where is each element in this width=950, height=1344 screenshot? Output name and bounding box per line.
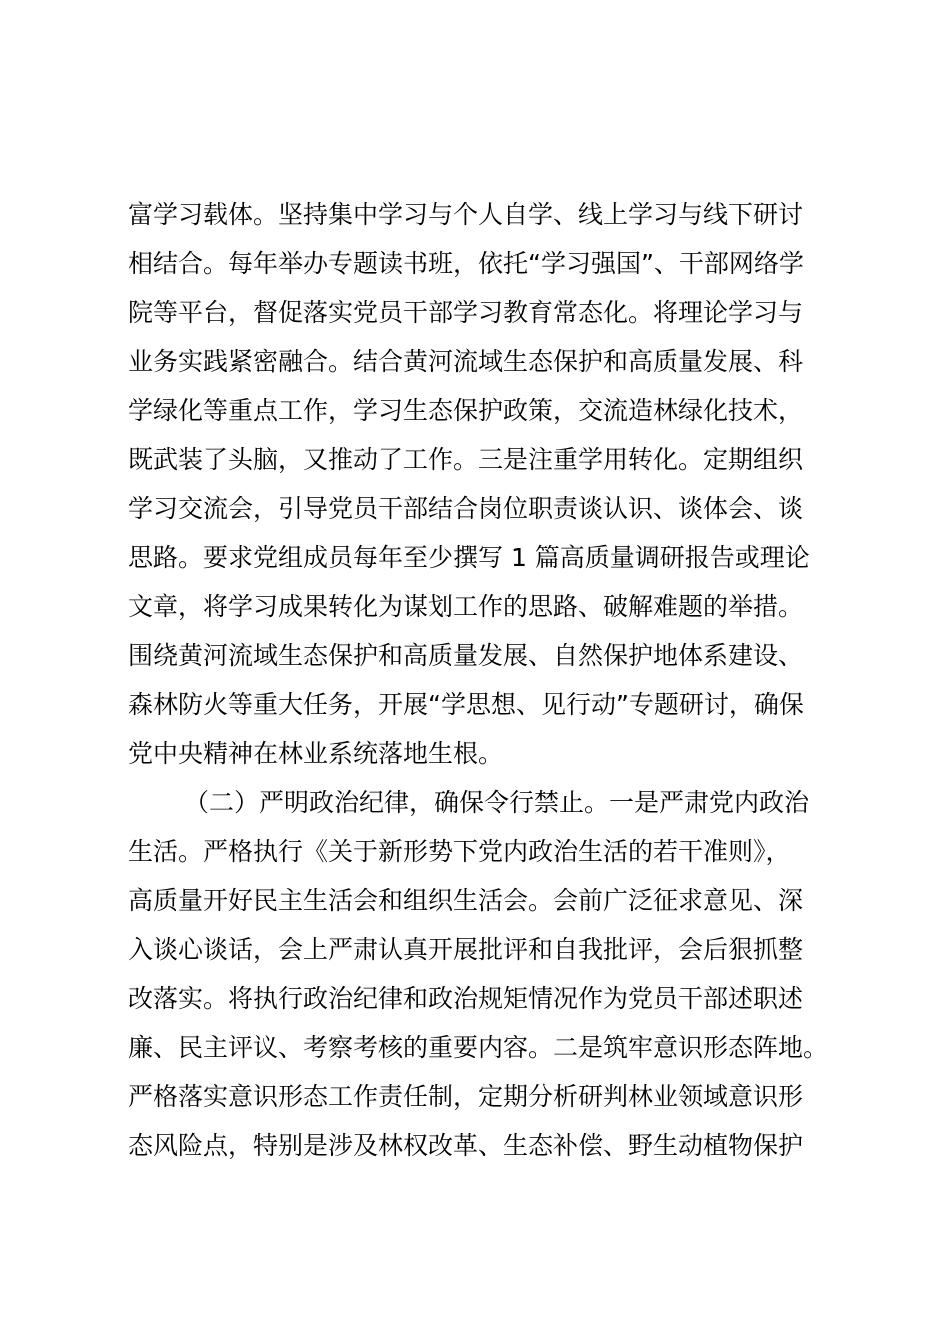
section-heading-line: （二）严明政治纪律，确保令行禁止。一是严肃党内政治: [184, 788, 810, 817]
text-line: 森林防火等重大任务，开展“学思想、见行动”专题研讨，确保: [128, 690, 804, 719]
text-line: 文章，将学习成果转化为谋划工作的思路、破解难题的举措。: [128, 592, 804, 621]
text-line: 严格落实意识形态工作责任制，定期分析研判林业领域意识形: [128, 1082, 804, 1111]
body-text: [128, 190, 848, 1170]
text-line: 相结合。每年举办专题读书班，依托“学习强国”、干部网络学: [128, 249, 804, 278]
text-line: 党中央精神在林业系统落地生根。: [128, 739, 504, 768]
text-line: 学绿化等重点工作，学习生态保护政策，交流造林绿化技术，: [128, 396, 804, 425]
text-line: 廉、民主评议、考察考核的重要内容。二是筑牢意识形态阵地。: [128, 1033, 829, 1062]
text-line: 围绕黄河流域生态保护和高质量发展、自然保护地体系建设、: [128, 641, 804, 670]
text-line: 高质量开好民主生活会和组织生活会。会前广泛征求意见、深: [128, 886, 804, 915]
text-line: 富学习载体。坚持集中学习与个人自学、线上学习与线下研讨: [128, 200, 804, 229]
text-line: 入谈心谈话，会上严肃认真开展批评和自我批评，会后狠抓整: [128, 935, 804, 964]
text-line: 业务实践紧密融合。结合黄河流域生态保护和高质量发展、科: [128, 347, 804, 376]
text-line: 生活。严格执行《关于新形势下党内政治生活的若干准则》，: [128, 837, 791, 866]
text-line: 态风险点，特别是涉及林权改革、生态补偿、野生动植物保护: [128, 1131, 804, 1160]
text-line: 既武装了头脑，又推动了工作。三是注重学用转化。定期组织: [128, 445, 804, 474]
text-line: 改落实。将执行政治纪律和政治规矩情况作为党员干部述职述: [128, 984, 804, 1013]
text-line: 院等平台，督促落实党员干部学习教育常态化。将理论学习与: [128, 298, 804, 327]
text-line: 思路。要求党组成员每年至少撰写 1 篇高质量调研报告或理论: [128, 543, 810, 572]
text-line: 学习交流会，引导党员干部结合岗位职责谈认识、谈体会、谈: [128, 494, 804, 523]
